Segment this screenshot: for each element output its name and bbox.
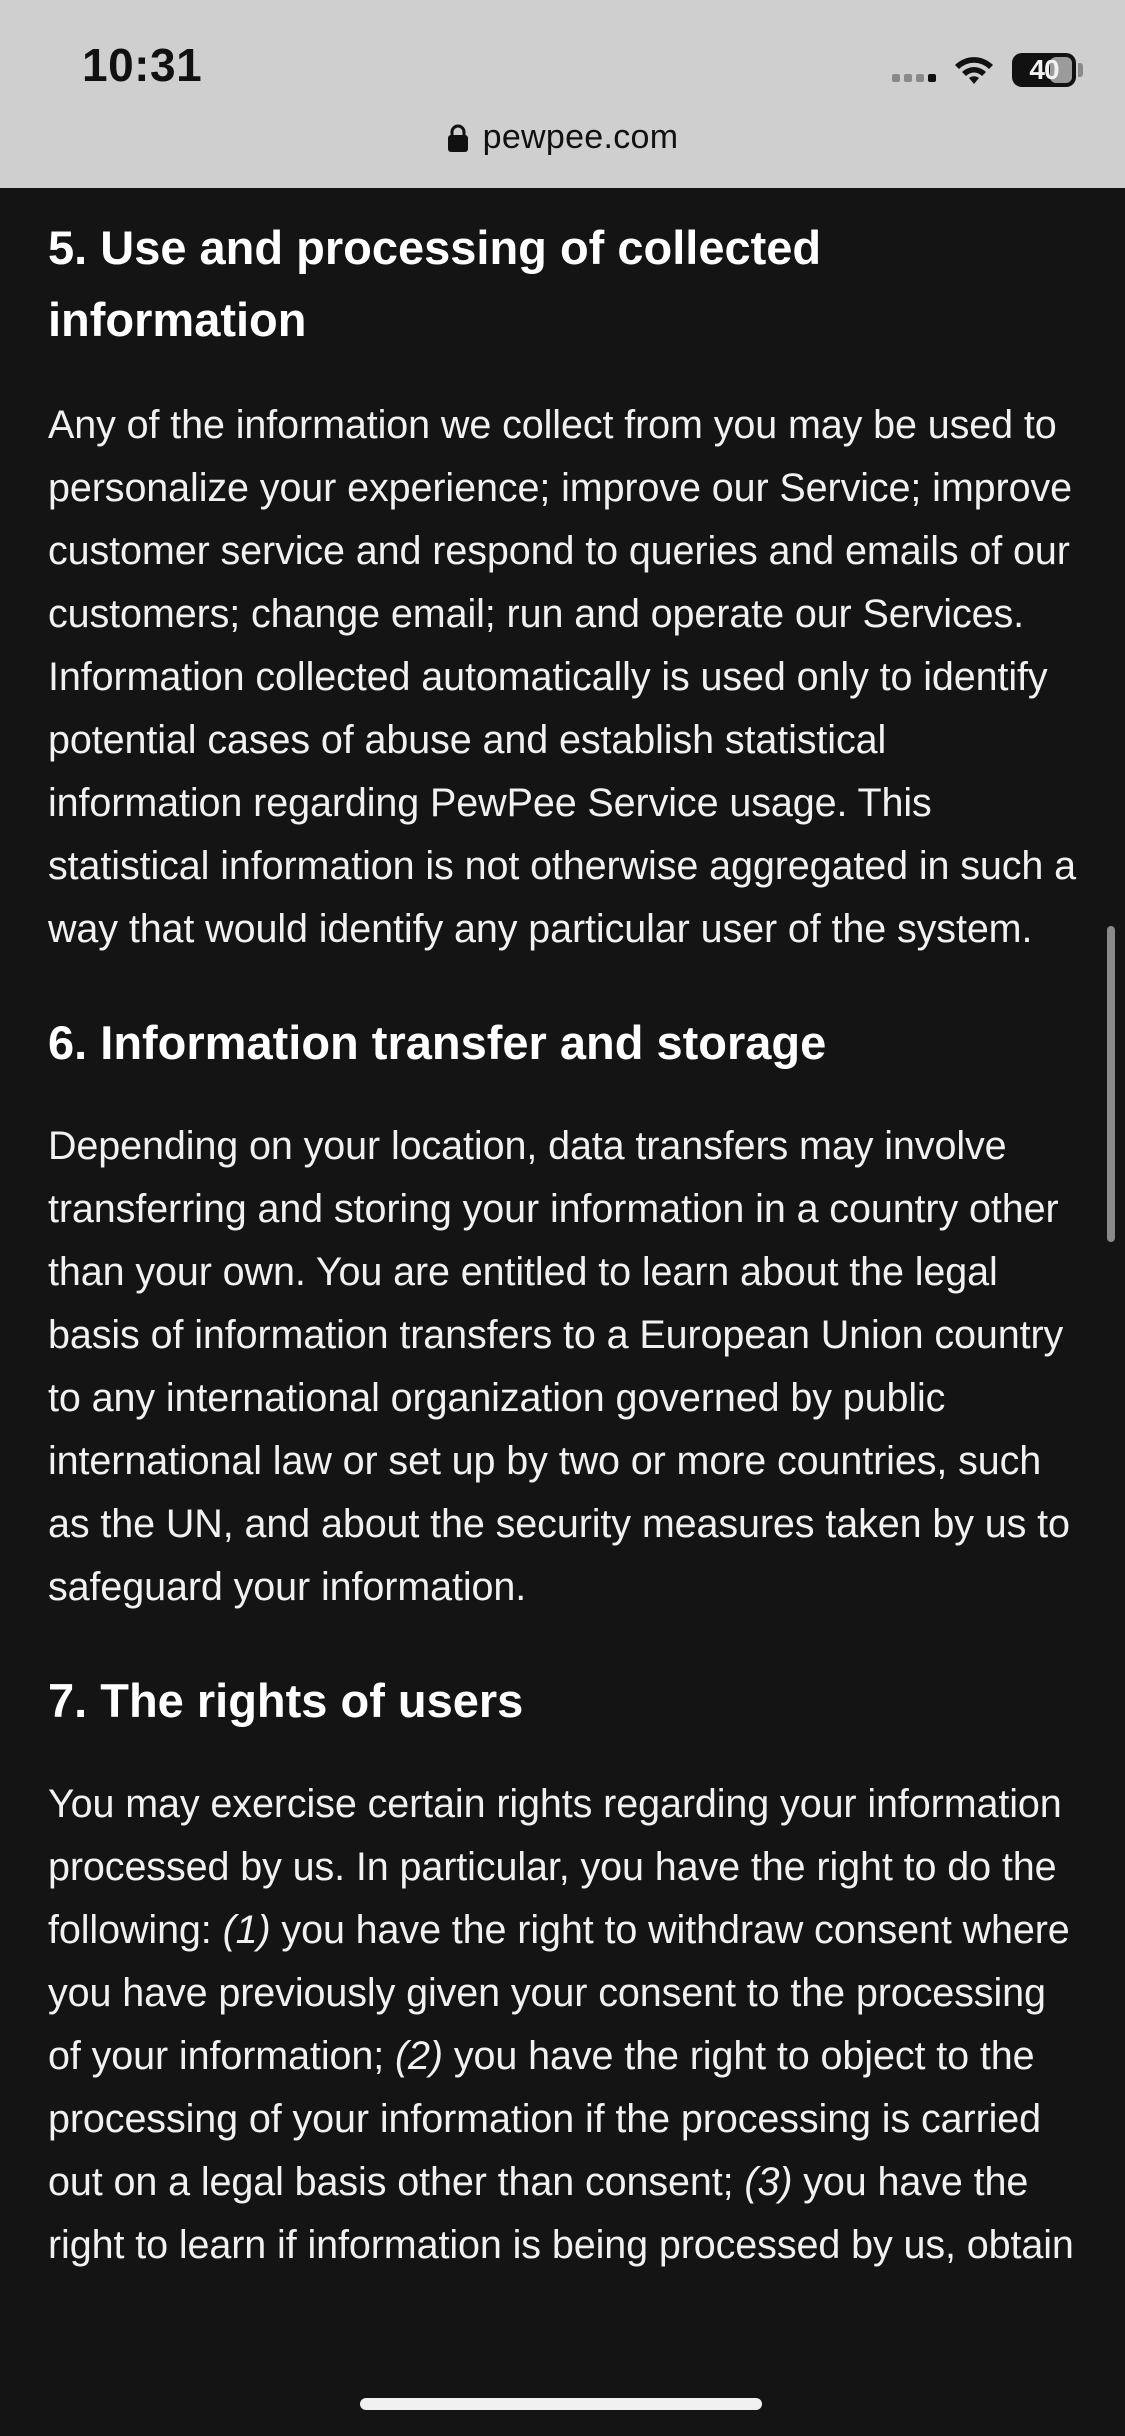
cellular-signal-icon [892,58,936,82]
section-7-title: 7. The rights of users [48,1674,524,1727]
section-5-title: 5. Use and processing of collected information [48,221,822,346]
address-bar[interactable] [0,118,1125,157]
section-6-body: Depending on your location, data transfers may involve transferring and storing your information in a country other than your own. You are entitled to learn about the legal basis of information transfers to a European Union country to any international organization governed by public international law or set up by two or more countries, such as the UN, and about the security measures taken by us to safeguard your information. [48,1124,1070,1609]
battery-icon [1012,53,1076,87]
status-time: 10:31 [82,39,203,91]
status-icons [892,48,1083,92]
section-7-body [48,1773,1078,2277]
section-7-text: you have the right to learn if information is being processed by us, obtain [48,2160,1074,2267]
battery-percent: 40 [1029,54,1059,85]
list-marker-2: (2) [394,2034,443,2078]
scrollbar[interactable] [1107,926,1115,1242]
list-marker-3: (3) [744,2160,793,2204]
section-7-text: you have the right to withdraw consent where you have previously given your consent to the processing of your information; [48,1908,1070,2078]
url-text: pewpee.com [482,118,679,156]
browser-top-bar [0,0,1125,188]
section-7-text: you have the right to object to the processing of your information if the processing is carried out on a legal basis other than consent; [48,2034,1042,2204]
list-marker-1: (1) [222,1908,271,1952]
lock-icon [447,123,469,153]
section-6-title: 6. Information transfer and storage [48,1016,827,1069]
section-5-body: Any of the information we collect from you may be used to personalize your experience; improve our Service; improve customer service and respond to queries and emails of our customers; change email; run and operate our Services. Information collected automatically is used only to identify potential cases of abuse and establish statistical information regarding PewPee Service usage. This statistical information is not otherwise aggregated in such a way that would identify any particular user of the system. [48,403,1077,951]
wifi-icon [952,53,996,87]
page-content [48,188,1078,2277]
home-indicator[interactable] [360,2398,762,2410]
section-7-text: You may exercise certain rights regarding your information processed by us. In particular, you have the right to do the following: [48,1782,1062,1952]
